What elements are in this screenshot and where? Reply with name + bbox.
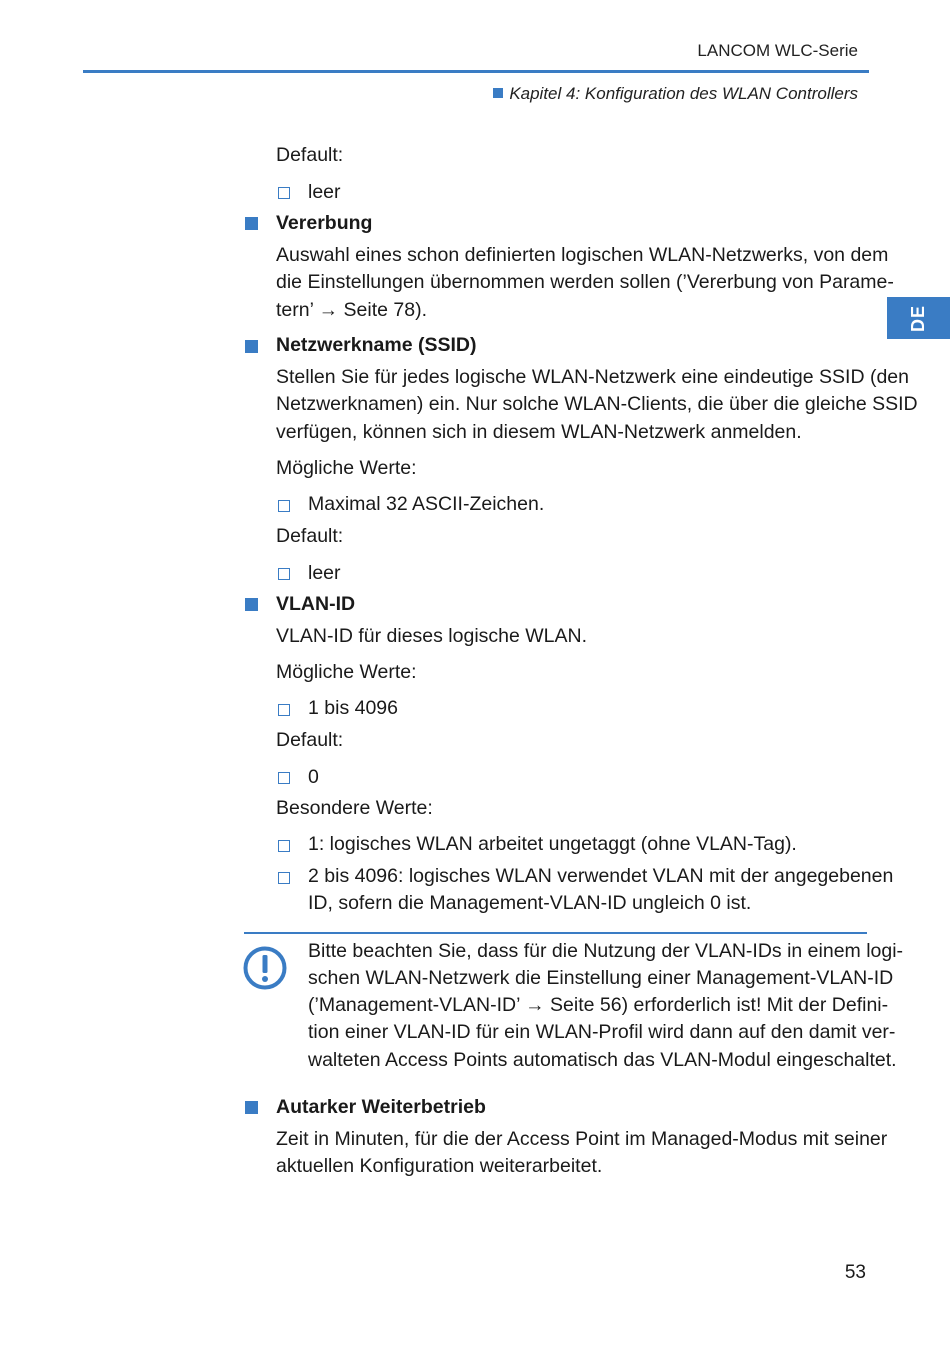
autark-text-line: Zeit in Minuten, für die der Access Point im Managed-Modus mit seiner xyxy=(276,1128,888,1150)
checkbox-bullet-icon xyxy=(278,840,290,852)
default-label: Default: xyxy=(276,525,344,547)
header-rule xyxy=(83,70,869,73)
vlan-description: VLAN-ID für dieses logische WLAN. xyxy=(276,625,588,647)
page-number: 53 xyxy=(844,1262,866,1283)
chapter-title: Kapitel 4: Konfiguration des WLAN Controllers xyxy=(509,84,858,103)
vererbung-text-line: Auswahl eines schon definierten logischen WLAN-Netzwerks, von dem xyxy=(276,244,889,266)
checkbox-bullet-icon xyxy=(278,872,290,884)
note-text-line: tion einer VLAN-ID für ein WLAN-Profil wird dann auf den damit ver- xyxy=(308,1021,896,1043)
checkbox-bullet-icon xyxy=(278,500,290,512)
section-heading-vlan-id: VLAN-ID xyxy=(276,593,356,615)
special-value-line: 2 bis 4096: logisches WLAN verwendet VLAN mit der angegebenen xyxy=(308,865,894,887)
default-value: 0 xyxy=(308,766,319,788)
possible-value: Maximal 32 ASCII-Zeichen. xyxy=(308,493,545,515)
note-text-line: walteten Access Points automatisch das VLAN-Modul eingeschaltet. xyxy=(308,1049,897,1071)
default-value: leer xyxy=(308,181,341,203)
square-bullet-icon xyxy=(245,1101,258,1114)
possible-values-label: Mögliche Werte: xyxy=(276,457,417,479)
vererbung-text-line: die Einstellungen übernommen werden sollen (’Vererbung von Parame- xyxy=(276,271,894,293)
checkbox-bullet-icon xyxy=(278,187,290,199)
square-bullet-icon xyxy=(245,217,258,230)
section-heading-ssid: Netzwerkname (SSID) xyxy=(276,334,477,356)
running-header-chapter xyxy=(493,84,858,104)
language-tab xyxy=(887,297,950,339)
language-tab-label: DE xyxy=(907,304,928,332)
possible-values-label: Mögliche Werte: xyxy=(276,661,417,683)
square-bullet-icon xyxy=(493,88,503,98)
special-value-line: ID, sofern die Management-VLAN-ID ungleich 0 ist. xyxy=(308,892,752,914)
default-value: leer xyxy=(308,562,341,584)
note-text-line: schen WLAN-Netzwerk die Einstellung einer Management-VLAN-ID xyxy=(308,967,894,989)
square-bullet-icon xyxy=(245,340,258,353)
checkbox-bullet-icon xyxy=(278,772,290,784)
default-label: Default: xyxy=(276,144,344,166)
section-heading-autarker-weiterbetrieb: Autarker Weiterbetrieb xyxy=(276,1096,486,1118)
special-values-label: Besondere Werte: xyxy=(276,797,433,819)
ssid-text-line: Stellen Sie für jedes logische WLAN-Netzwerk eine eindeutige SSID (den xyxy=(276,366,909,388)
checkbox-bullet-icon xyxy=(278,568,290,580)
ssid-text-line: verfügen, können sich in diesem WLAN-Netzwerk anmelden. xyxy=(276,421,802,443)
exclamation-icon xyxy=(243,946,287,990)
default-label: Default: xyxy=(276,729,344,751)
checkbox-bullet-icon xyxy=(278,704,290,716)
special-value: 1: logisches WLAN arbeitet ungetaggt (ohne VLAN-Tag). xyxy=(308,833,797,855)
ssid-text-line: Netzwerknamen) ein. Nur solche WLAN-Clients, die über die gleiche SSID xyxy=(276,393,918,415)
section-heading-vererbung: Vererbung xyxy=(276,212,373,234)
running-header-series: LANCOM WLC-Serie xyxy=(697,41,858,60)
possible-value: 1 bis 4096 xyxy=(308,697,398,719)
note-text-line: Bitte beachten Sie, dass für die Nutzung der VLAN-IDs in einem logi- xyxy=(308,940,904,962)
square-bullet-icon xyxy=(245,598,258,611)
note-text-line: (’Management-VLAN-ID’ → Seite 56) erforderlich ist! Mit der Defini- xyxy=(308,994,889,1016)
vererbung-text-line: tern’ → Seite 78). xyxy=(276,299,428,321)
autark-text-line: aktuellen Konfiguration weiterarbeitet. xyxy=(276,1155,603,1177)
note-rule xyxy=(244,932,867,934)
